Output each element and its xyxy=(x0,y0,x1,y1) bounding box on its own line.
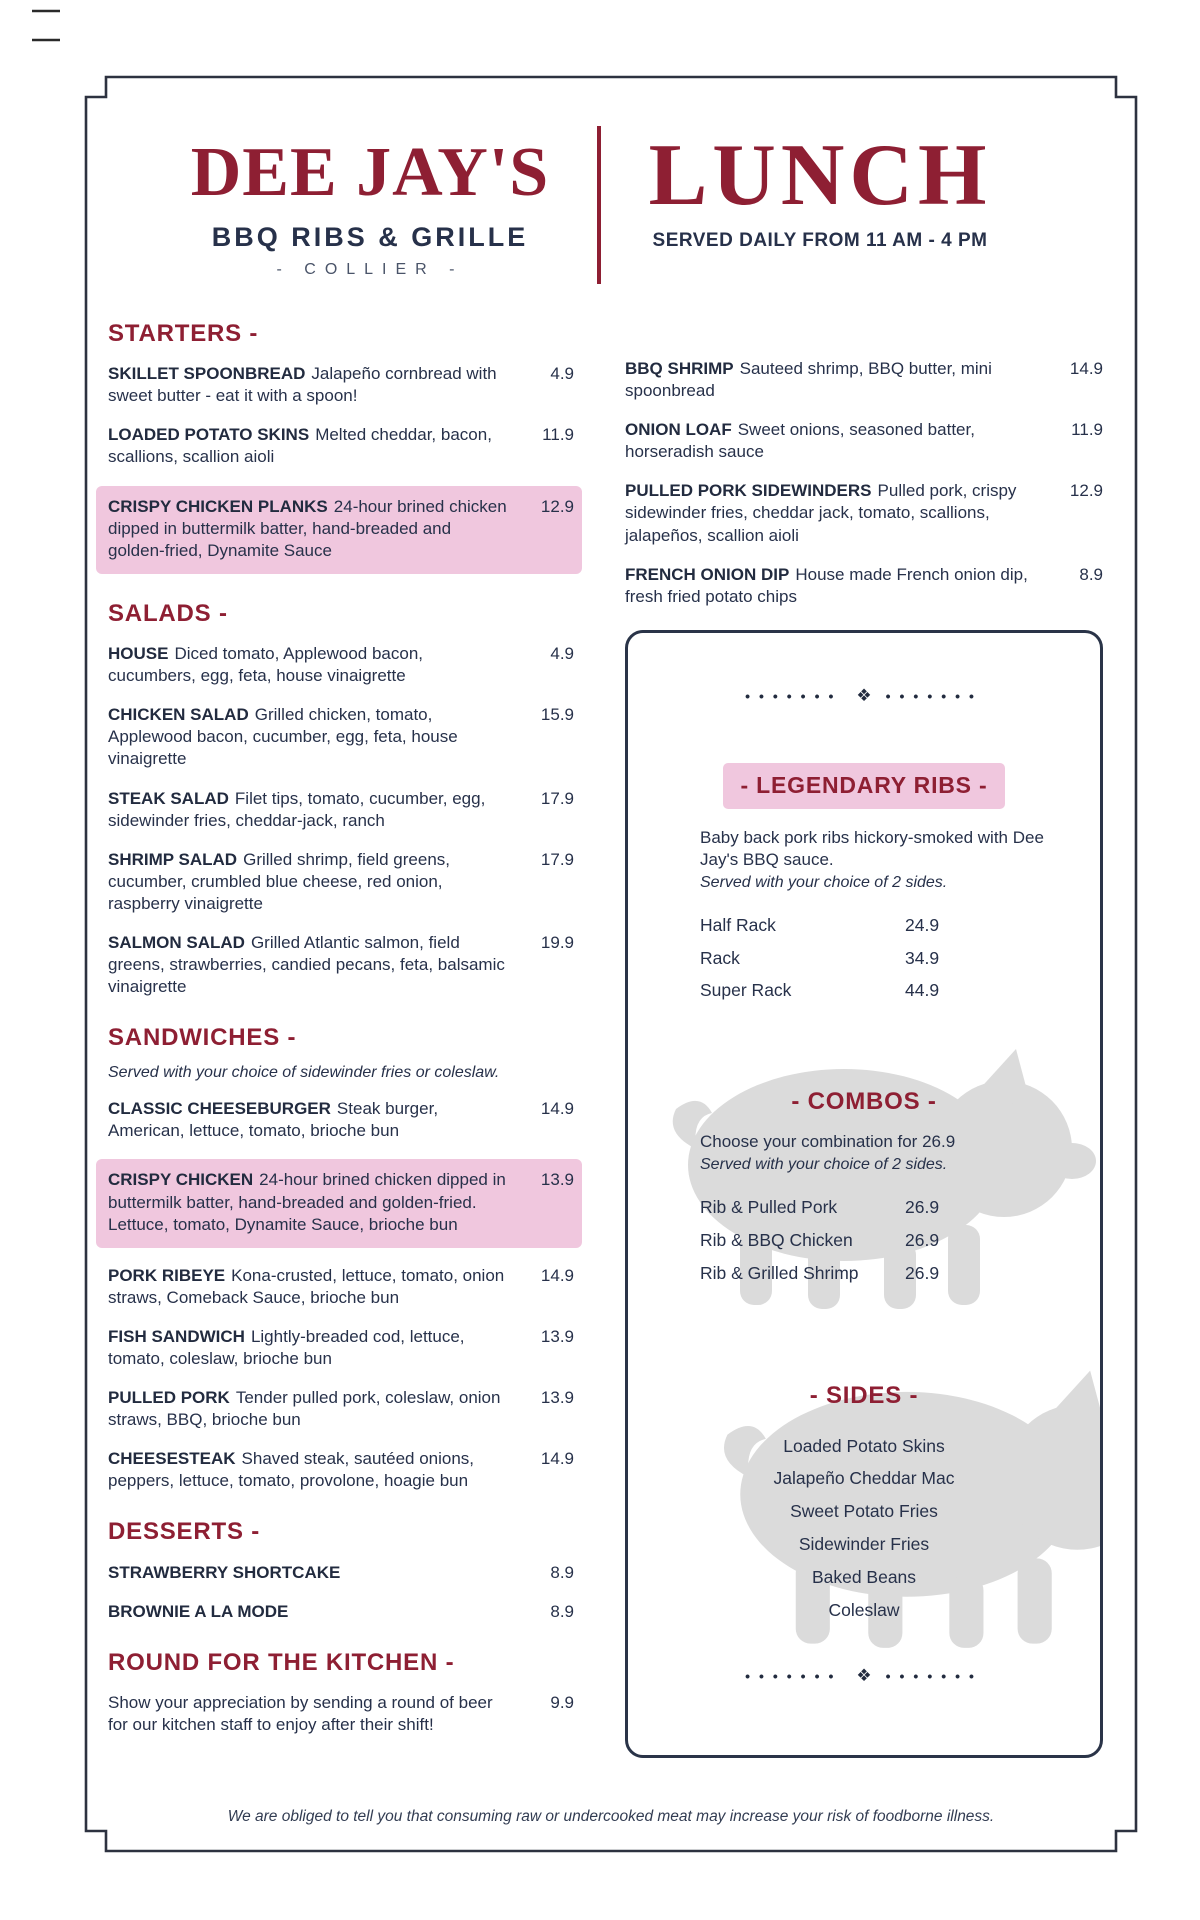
option-price: 26.9 xyxy=(905,1197,940,1218)
item-name: SHRIMP SALAD xyxy=(108,849,238,869)
item-desc: Grilled shrimp, field greens, cucumber, crumbled blue cheese, red onion, raspberry vinaigrette xyxy=(108,849,451,913)
menu-item xyxy=(108,1326,574,1370)
rib-option xyxy=(700,914,1100,937)
ornament-dots: ••••••• xyxy=(745,1667,843,1684)
item-price: 17.9 xyxy=(540,788,574,808)
item-desc: Show your appreciation by sending a round of beer for our kitchen staff to enjoy after their shift! xyxy=(108,1693,493,1735)
menu-item xyxy=(108,424,574,468)
diamond-ornament-icon: ❖ xyxy=(856,1665,872,1685)
menu-item xyxy=(108,363,574,407)
side-item: Jalapeño Cheddar Mac xyxy=(773,1468,955,1489)
item-price: 4.9 xyxy=(550,364,574,384)
brand-subtitle: BBQ RIBS & GRILLE xyxy=(211,222,529,252)
left-column xyxy=(108,318,574,1753)
section-title-desserts: DESSERTS - xyxy=(108,1518,261,1546)
ribs-sides-note: Served with your choice of 2 sides. xyxy=(700,874,948,892)
option-price: 26.9 xyxy=(905,1229,940,1250)
right-column xyxy=(625,358,1103,1758)
menu-item xyxy=(108,1098,574,1142)
side-item: Sweet Potato Fries xyxy=(790,1501,938,1522)
item-price: 12.9 xyxy=(1069,481,1103,501)
item-price: 13.9 xyxy=(540,1170,574,1190)
ornament-row-top xyxy=(628,685,1100,707)
item-name: CRISPY CHICKEN xyxy=(108,1170,254,1190)
brand-location: - COLLIER - xyxy=(276,261,464,278)
option-price: 26.9 xyxy=(905,1262,940,1283)
ornament-dots: ••••••• xyxy=(745,687,843,704)
ornament-row-bottom xyxy=(628,1665,1100,1687)
combos-title: - COMBOS - xyxy=(791,1088,937,1116)
item-name: PULLED PORK xyxy=(108,1388,230,1408)
specials-box xyxy=(625,630,1103,1758)
brand-name: DEE JAY'S xyxy=(190,134,550,211)
menu-item xyxy=(625,480,1103,546)
item-desc: 24-hour brined chicken dipped in buttermilk batter, hand-breaded and golden-fried, Dynamite Sauce xyxy=(108,496,507,560)
item-name: STEAK SALAD xyxy=(108,788,229,808)
sandwiches-note: Served with your choice of sidewinder fries or coleslaw. xyxy=(108,1064,500,1082)
item-price: 11.9 xyxy=(542,425,574,445)
item-desc: Diced tomato, Applewood bacon, cucumbers, egg, feta, house vinaigrette xyxy=(108,644,424,686)
item-desc: Filet tips, tomato, cucumber, egg, sidewinder fries, cheddar-jack, ranch xyxy=(108,788,486,830)
section-title-sandwiches: SANDWICHES - xyxy=(108,1024,297,1052)
item-name: SALMON SALAD xyxy=(108,932,245,952)
ornament-dots: ••••••• xyxy=(885,1667,983,1684)
option-label: Rack xyxy=(700,947,740,968)
option-label: Half Rack xyxy=(700,914,776,935)
menu-item xyxy=(625,419,1103,463)
rib-option xyxy=(700,947,1100,970)
item-desc: Grilled chicken, tomato, Applewood bacon, cucumber, egg, feta, house vinaigrette xyxy=(108,705,458,769)
menu-item xyxy=(625,358,1103,402)
item-name: FRENCH ONION DIP xyxy=(625,564,790,584)
menu-item xyxy=(108,1448,574,1492)
item-price: 8.9 xyxy=(1079,564,1103,584)
item-price: 9.9 xyxy=(550,1693,574,1713)
side-item: Coleslaw xyxy=(828,1600,900,1621)
item-desc: Pulled pork, crispy sidewinder fries, cheddar jack, tomato, scallions, jalapeños, scallion aioli xyxy=(625,481,1017,545)
item-desc: Kona-crusted, lettuce, tomato, onion straws, Comeback Sauce, brioche bun xyxy=(108,1265,505,1307)
item-desc: Sauteed shrimp, BBQ butter, mini spoonbread xyxy=(625,359,992,401)
menu-item xyxy=(108,932,574,998)
diamond-ornament-icon: ❖ xyxy=(856,685,872,705)
item-name: ONION LOAF xyxy=(625,420,732,440)
menu-item xyxy=(108,1692,574,1736)
crop-marks xyxy=(32,11,60,40)
menu-item-highlighted xyxy=(96,486,582,574)
option-price: 44.9 xyxy=(905,980,940,1001)
item-desc: Lightly-breaded cod, lettuce, tomato, coleslaw, brioche bun xyxy=(108,1326,465,1368)
option-price: 34.9 xyxy=(905,947,940,968)
item-desc: Melted cheddar, bacon, scallions, scallion aioli xyxy=(108,425,492,467)
item-desc: Sweet onions, seasoned batter, horseradish sauce xyxy=(625,420,975,462)
menu-item xyxy=(108,643,574,687)
item-price: 14.9 xyxy=(540,1099,574,1119)
menu-item xyxy=(625,564,1103,608)
sides-title: - SIDES - xyxy=(809,1382,919,1410)
item-price: 13.9 xyxy=(540,1388,574,1408)
combos-description: Choose your combination for 26.9 xyxy=(700,1132,956,1152)
item-price: 8.9 xyxy=(550,1562,574,1582)
item-name: FISH SANDWICH xyxy=(108,1326,245,1346)
item-name: BBQ SHRIMP xyxy=(625,359,734,378)
item-name: STRAWBERRY SHORTCAKE xyxy=(108,1562,341,1582)
option-label: Rib & Grilled Shrimp xyxy=(700,1262,859,1283)
menu-item-highlighted xyxy=(96,1159,582,1247)
item-name: CHICKEN SALAD xyxy=(108,705,249,725)
section-title-starters: STARTERS - xyxy=(108,320,259,347)
sides-list xyxy=(628,1430,1100,1627)
item-desc: Steak burger, American, lettuce, tomato, brioche bun xyxy=(108,1099,439,1141)
served-note: SERVED DAILY FROM 11 AM - 4 PM xyxy=(652,230,988,251)
item-price: 12.9 xyxy=(540,496,574,516)
item-price: 13.9 xyxy=(540,1326,574,1346)
item-desc: 24-hour brined chicken dipped in buttermilk batter, hand-breaded and golden-fried. Lettuce, tomato, Dynamite Sauce, brioche bun xyxy=(108,1170,506,1234)
item-price: 4.9 xyxy=(550,644,574,664)
item-price: 15.9 xyxy=(540,705,574,725)
item-desc: Tender pulled pork, coleslaw, onion straws, BBQ, brioche bun xyxy=(108,1388,501,1430)
combos-sides-note: Served with your choice of 2 sides. xyxy=(700,1156,948,1174)
option-label: Rib & BBQ Chicken xyxy=(700,1229,853,1250)
section-title-salads: SALADS - xyxy=(108,599,228,627)
side-item: Sidewinder Fries xyxy=(798,1534,930,1555)
brand-block xyxy=(120,134,620,279)
item-price: 14.9 xyxy=(540,1265,574,1285)
item-price: 19.9 xyxy=(540,932,574,952)
item-name: CHEESESTEAK xyxy=(108,1449,236,1469)
option-label: Rib & Pulled Pork xyxy=(700,1197,838,1218)
menu-item xyxy=(108,1562,574,1584)
combo-option xyxy=(700,1262,1100,1285)
item-name: CRISPY CHICKEN PLANKS xyxy=(108,496,328,516)
meal-title: LUNCH xyxy=(648,127,992,224)
item-price: 17.9 xyxy=(540,849,574,869)
item-name: PULLED PORK SIDEWINDERS xyxy=(625,481,872,501)
option-label: Super Rack xyxy=(700,980,792,1001)
menu-item xyxy=(108,704,574,770)
legendary-ribs-title: - LEGENDARY RIBS - xyxy=(723,763,1006,809)
item-price: 14.9 xyxy=(540,1449,574,1469)
item-name: SKILLET SPOONBREAD xyxy=(108,364,306,384)
menu-item xyxy=(108,788,574,832)
item-desc: Jalapeño cornbread with sweet butter - eat it with a spoon! xyxy=(108,364,497,406)
item-desc: Grilled Atlantic salmon, field greens, strawberries, candied pecans, feta, balsamic vinaigrette xyxy=(108,932,505,997)
item-name: CLASSIC CHEESEBURGER xyxy=(108,1099,331,1119)
item-price: 8.9 xyxy=(550,1601,574,1621)
menu-item xyxy=(108,1265,574,1309)
combo-option xyxy=(700,1196,1100,1219)
combo-option xyxy=(700,1229,1100,1252)
item-name: LOADED POTATO SKINS xyxy=(108,425,310,445)
option-price: 24.9 xyxy=(905,914,940,935)
item-name: BROWNIE A LA MODE xyxy=(108,1601,289,1621)
item-name: HOUSE xyxy=(108,644,169,664)
menu-item xyxy=(108,1601,574,1623)
item-price: 14.9 xyxy=(1069,359,1103,378)
section-title-round-for-kitchen: ROUND FOR THE KITCHEN - xyxy=(108,1648,455,1676)
menu-item xyxy=(108,1387,574,1431)
menu-item xyxy=(108,849,574,915)
ornament-dots: ••••••• xyxy=(885,687,983,704)
side-item: Baked Beans xyxy=(811,1567,917,1588)
meal-block xyxy=(600,127,1040,252)
side-item: Loaded Potato Skins xyxy=(783,1435,945,1456)
item-price: 11.9 xyxy=(1071,420,1103,440)
item-desc: House made French onion dip, fresh fried potato chips xyxy=(625,564,1028,606)
item-name: PORK RIBEYE xyxy=(108,1265,226,1285)
item-desc: Shaved steak, sautéed onions, peppers, lettuce, tomato, provolone, hoagie bun xyxy=(108,1449,475,1491)
ribs-description: Baby back pork ribs hickory-smoked with Dee Jay's BBQ sauce. xyxy=(700,827,1044,869)
rib-option xyxy=(700,979,1100,1002)
footer-disclaimer: We are obliged to tell you that consuming raw or undercooked meat may increase your risk of foodborne illness. xyxy=(227,1808,995,1825)
